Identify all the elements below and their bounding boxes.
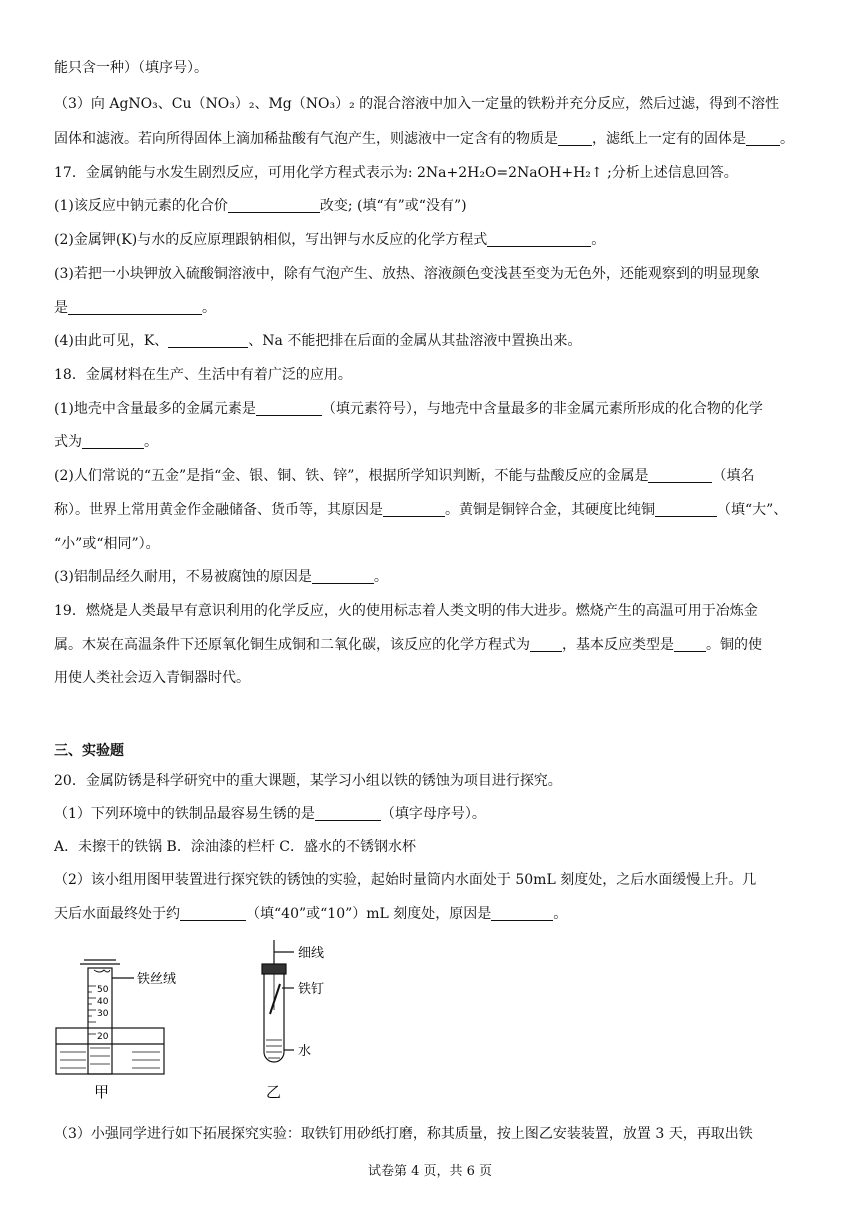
label-steel-wool: 铁丝绒 xyxy=(137,972,177,987)
answer-blank[interactable] xyxy=(312,569,374,584)
text-line: 固体和滤液。若向所得固体上滴加稀盐酸有气泡产生，则滤液中一定含有的物质是 ，滤纸上一定有的固体是 。 xyxy=(54,131,794,147)
text-line: (2)人们常说的“五金”是指“金、银、铜、铁、锌”，根据所学知识判断，不能与盐酸反应的金属是 （填名 xyxy=(54,468,755,484)
answer-blank[interactable] xyxy=(315,806,381,821)
text-line: 属。木炭在高温条件下还原氧化铜生成铜和二氧化碳，该反应的化学方程式为 ，基本反应类型是 。铜的使 xyxy=(54,637,762,653)
apparatus-yi xyxy=(262,940,294,1062)
label-thread: 细线 xyxy=(298,946,325,961)
answer-blank[interactable] xyxy=(180,906,246,921)
label-nail: 铁钉 xyxy=(298,982,325,997)
text-line: 能只含一种）（填序号）。 xyxy=(54,60,208,76)
nail-icon xyxy=(270,984,280,1014)
text-line: 是 。 xyxy=(54,300,216,316)
answer-blank[interactable] xyxy=(674,637,706,652)
tick-label: 50 xyxy=(97,985,109,995)
beaker-icon xyxy=(56,1028,164,1074)
answer-blank[interactable] xyxy=(168,333,248,348)
section-heading: 三、实验题 xyxy=(54,743,124,759)
answer-blank[interactable] xyxy=(68,300,202,315)
text-line: 天后水面最终处于约 （填“40”或“10”）mL 刻度处，原因是 。 xyxy=(54,906,568,922)
tick-label: 30 xyxy=(97,1009,109,1019)
measuring-cylinder-icon xyxy=(88,968,112,1074)
answer-blank[interactable] xyxy=(228,198,320,213)
answer-blank[interactable] xyxy=(82,434,144,449)
question-18: 18．金属材料在生产、生活中有着广泛的应用。 xyxy=(54,367,352,383)
text-line: “小”或“相同”）。 xyxy=(54,536,160,552)
text-line: (2)金属钾(K)与水的反应原理跟钠相似，写出钾与水反应的化学方程式 。 xyxy=(54,232,606,248)
answer-blank[interactable] xyxy=(746,131,780,146)
question-19: 19．燃烧是人类最早有意识利用的化学反应，火的使用标志着人类文明的伟大进步。燃烧产生的高温可用于冶炼金 xyxy=(54,603,758,619)
caption-yi: 乙 xyxy=(266,1083,282,1101)
text-line: （3）小强同学进行如下拓展探究实验：取铁钉用砂纸打磨，称其质量，按上图乙安装装置，放置 3 天，再取出铁 xyxy=(54,1126,753,1142)
text-line: 用使人类社会迈入青铜器时代。 xyxy=(54,670,250,686)
options-line: A．未擦干的铁锅 B．涂油漆的栏杆 C．盛水的不锈钢水杯 xyxy=(54,839,417,855)
text-line: (3)若把一小块钾放入硫酸铜溶液中，除有气泡产生、放热、溶液颜色变浅甚至变为无色外，还能观察到的明显现象 xyxy=(54,266,760,282)
page-footer: 试卷第 4 页，共 6 页 xyxy=(367,1164,493,1179)
answer-blank[interactable] xyxy=(530,637,562,652)
answer-blank[interactable] xyxy=(648,468,712,483)
text-line: （2）该小组用图甲装置进行探究铁的锈蚀的实验，起始时量筒内水面处于 50mL 刻度处，之后水面缓慢上升。几 xyxy=(54,872,757,888)
label-water: 水 xyxy=(298,1044,312,1059)
text-line: (1)该反应中钠元素的化合价 改变; (填“有”或“没有”) xyxy=(54,198,467,214)
text-line: （3）向 AgNO₃、Cu（NO₃）₂、Mg（NO₃）₂ 的混合溶液中加入一定量的铁粉并充分反应，然后过滤，得到不溶性 xyxy=(54,96,780,112)
question-20: 20．金属防锈是科学研究中的重大课题，某学习小组以铁的锈蚀为项目进行探究。 xyxy=(54,773,562,789)
caption-jia: 甲 xyxy=(94,1083,110,1101)
stopper-icon xyxy=(262,964,286,974)
experiment-figure xyxy=(50,940,370,1105)
answer-blank[interactable] xyxy=(491,906,553,921)
answer-blank[interactable] xyxy=(655,502,717,517)
question-17: 17．金属钠能与水发生剧烈反应，可用化学方程式表示为: 2Na+2H₂O=2NaOH+H₂↑ ;分析上述信息回答。 xyxy=(54,165,738,181)
text-line: (4)由此可见，K、 、Na 不能把排在后面的金属从其盐溶液中置换出来。 xyxy=(54,333,582,349)
text-line: （1）下列环境中的铁制品最容易生锈的是 （填字母序号）。 xyxy=(54,806,486,822)
text-line: 式为 。 xyxy=(54,434,158,450)
text-line: 称）。世界上常用黄金作金融储备、货币等，其原因是 。黄铜是铜锌合金，其硬度比纯铜 （填“大”、 xyxy=(54,502,788,518)
tick-label: 40 xyxy=(97,997,109,1007)
answer-blank[interactable] xyxy=(256,401,322,416)
answer-blank[interactable] xyxy=(487,232,591,247)
answer-blank[interactable] xyxy=(558,131,592,146)
text-line: (1)地壳中含量最多的金属元素是 （填元素符号），与地壳中含量最多的非金属元素所形成的化合物的化学 xyxy=(54,401,763,417)
answer-blank[interactable] xyxy=(383,502,445,517)
tick-label: 20 xyxy=(97,1032,109,1042)
text-line: (3)铝制品经久耐用，不易被腐蚀的原因是 。 xyxy=(54,569,388,585)
